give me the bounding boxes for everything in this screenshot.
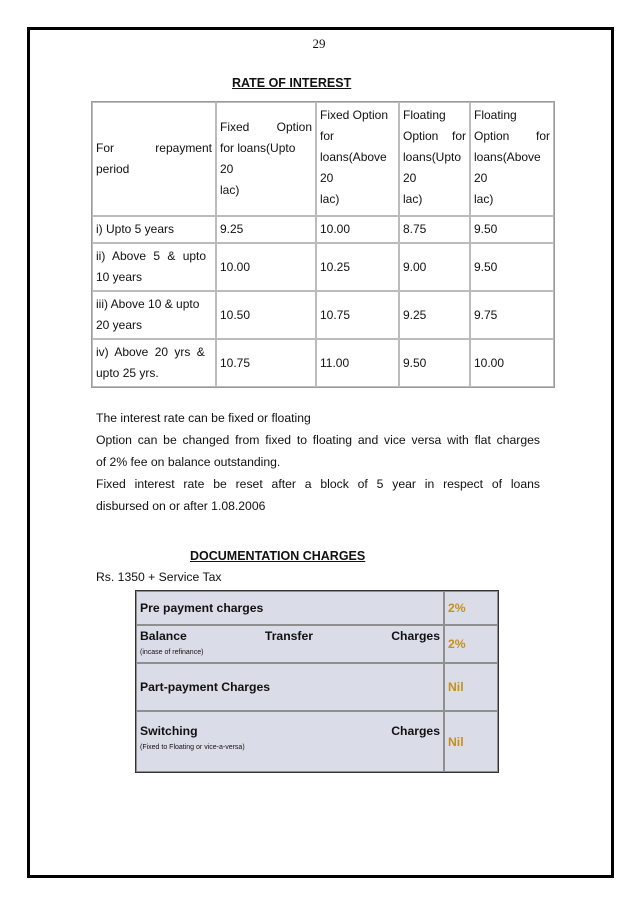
header-text: Floating xyxy=(403,108,446,122)
rate-cell: 9.00 xyxy=(399,243,470,291)
charge-label: Pre payment charges xyxy=(136,591,444,625)
charge-label xyxy=(136,711,444,772)
table-header-row xyxy=(92,102,554,216)
rate-cell: 10.00 xyxy=(316,216,399,243)
rate-cell: 9.50 xyxy=(470,243,554,291)
period-text: 10 years xyxy=(96,270,143,284)
interest-note-paragraph: The interest rate can be fixed or floating xyxy=(96,411,311,425)
page-number: 29 xyxy=(312,36,326,51)
charge-value: Nil xyxy=(444,663,498,711)
header-text: Fixed Option xyxy=(320,108,389,122)
period-cell xyxy=(92,291,216,339)
header-text: 20 xyxy=(220,162,234,176)
documentation-charges-title: DOCUMENTATION CHARGES xyxy=(190,549,366,563)
header-text: for xyxy=(320,129,335,143)
header-floating-above-20 xyxy=(470,102,554,216)
header-text: 20 xyxy=(403,171,417,185)
rate-of-interest-title: RATE OF INTEREST xyxy=(232,76,352,90)
rate-cell: 10.75 xyxy=(216,339,316,387)
charge-label-part: Switching xyxy=(140,724,198,738)
table-row xyxy=(92,243,554,291)
rate-cell: 9.25 xyxy=(399,291,470,339)
charge-value: Nil xyxy=(444,711,498,772)
table-row xyxy=(136,625,498,663)
header-repayment-period xyxy=(92,102,216,216)
header-text: For xyxy=(96,141,114,155)
paragraph-line: Option can be changed from fixed to floating and vice versa with flat charges xyxy=(96,433,540,447)
rate-cell: 10.00 xyxy=(470,339,554,387)
rate-cell: 8.75 xyxy=(399,216,470,243)
header-text: repayment xyxy=(155,141,212,155)
charges-table xyxy=(135,590,499,773)
period-cell xyxy=(92,243,216,291)
table-row xyxy=(136,591,498,625)
table-row xyxy=(136,711,498,772)
header-fixed-above-20 xyxy=(316,102,399,216)
charge-value: 2% xyxy=(444,625,498,663)
charge-label: Part-payment Charges xyxy=(136,663,444,711)
header-text: Floating xyxy=(474,108,517,122)
rate-cell: 10.25 xyxy=(316,243,399,291)
header-text: lac) xyxy=(403,192,423,206)
header-text: 20 xyxy=(474,171,488,185)
documentation-fee: Rs. 1350 + Service Tax xyxy=(96,570,222,584)
period-text: iii) Above 10 & upto xyxy=(96,297,200,311)
header-text: loans(Above xyxy=(320,150,387,164)
period-text: i) Upto 5 years xyxy=(96,222,175,236)
charge-value: 2% xyxy=(444,591,498,625)
header-text: for xyxy=(535,129,550,143)
rate-cell: 9.75 xyxy=(470,291,554,339)
rate-cell: 10.75 xyxy=(316,291,399,339)
header-text: for loans(Upto xyxy=(220,141,296,155)
paragraph-line: disbursed on or after 1.08.2006 xyxy=(96,499,266,513)
rate-cell: 9.25 xyxy=(216,216,316,243)
charge-note: (incase of refinance) xyxy=(140,649,204,656)
table-row xyxy=(92,339,554,387)
period-cell xyxy=(92,339,216,387)
paragraph-line: Fixed interest rate be reset after a block of 5 year in respect of loans xyxy=(96,477,540,491)
period-text: iv) Above 20 yrs & xyxy=(96,345,205,359)
header-text: lac) xyxy=(320,192,340,206)
charge-label xyxy=(136,625,444,663)
header-text: period xyxy=(96,162,130,176)
rate-cell: 10.00 xyxy=(216,243,316,291)
header-text: loans(Upto xyxy=(403,150,462,164)
paragraph-line: of 2% fee on balance outstanding. xyxy=(96,455,281,469)
header-floating-upto-20 xyxy=(399,102,470,216)
charge-label-part: Balance xyxy=(140,629,187,643)
header-text: Option xyxy=(474,129,510,143)
table-row xyxy=(92,291,554,339)
table-row xyxy=(136,663,498,711)
charge-label-part: Transfer xyxy=(264,629,314,643)
table-row xyxy=(92,216,554,243)
rate-cell: 11.00 xyxy=(316,339,399,387)
header-text: 20 xyxy=(320,171,334,185)
period-cell xyxy=(92,216,216,243)
header-text: for xyxy=(451,129,466,143)
header-text: loans(Above xyxy=(474,150,541,164)
period-text: 20 years xyxy=(96,318,143,332)
charge-note: (Fixed to Floating or vice-a-versa) xyxy=(140,744,245,751)
header-text: Fixed xyxy=(220,120,250,134)
charge-label-part: Charges xyxy=(391,629,440,643)
header-text: Option xyxy=(276,120,312,134)
charge-label-part: Charges xyxy=(391,724,440,738)
header-text: lac) xyxy=(220,183,240,197)
reset-paragraph xyxy=(96,473,540,517)
rate-cell: 10.50 xyxy=(216,291,316,339)
header-text: Option xyxy=(403,129,439,143)
rate-of-interest-table xyxy=(91,101,555,388)
option-change-paragraph xyxy=(96,429,540,473)
header-text: lac) xyxy=(474,192,494,206)
rate-cell: 9.50 xyxy=(399,339,470,387)
period-text: ii) Above 5 & upto xyxy=(96,249,207,263)
period-text: upto 25 yrs. xyxy=(96,366,159,380)
header-fixed-upto-20 xyxy=(216,102,316,216)
rate-cell: 9.50 xyxy=(470,216,554,243)
